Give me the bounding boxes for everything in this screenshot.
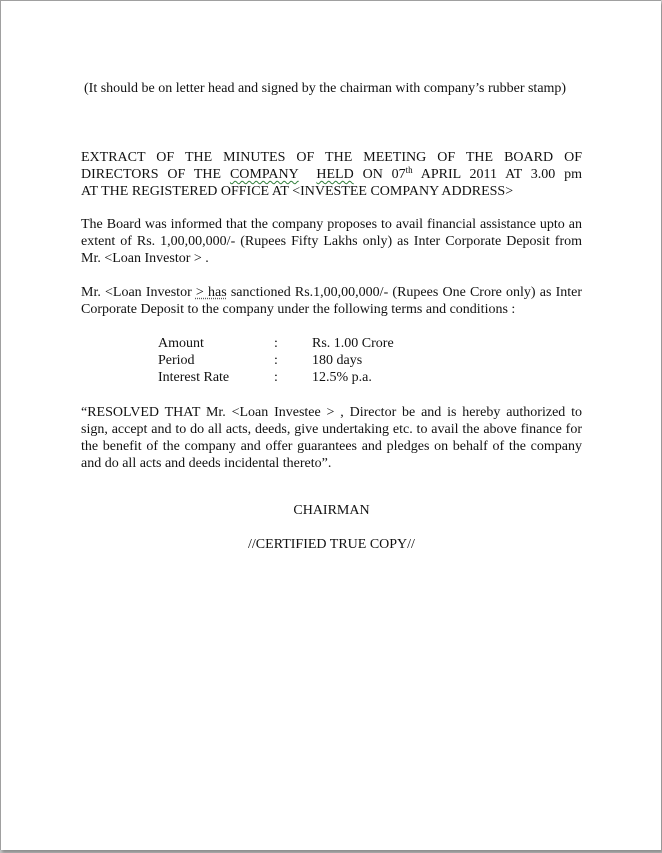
term-value: 12.5% p.a. [312,370,372,385]
term-separator: : [274,370,278,385]
term-value: 180 days [312,353,363,368]
document-body [81,80,582,553]
chairman-signature-label: CHAIRMAN [293,503,370,518]
letterhead-note: (It should be on letter head and signed by the chairman with company’s rubber stamp) [84,81,567,96]
term-label: Amount [158,336,204,351]
extract-on-date: ON 07 [362,167,406,182]
extract-heading [81,149,582,200]
extract-heading-line-2 [81,166,582,183]
sanction-marked-text: > has [195,285,227,300]
extract-date-time: APRIL 2011 AT 3.00 pm [420,167,583,182]
term-separator: : [274,353,278,368]
extract-date-suffix: th [405,165,413,175]
extract-company-word: COMPANY [229,167,299,182]
sanction-rest: sanctioned Rs.1,00,00,000/- (Rupees One Crore only) as Inter Corporate Deposit to the company under the following terms and conditions : [81,285,583,317]
resolution-paragraph: “RESOLVED THAT Mr. <Loan Investee > , Director be and is hereby authorized to sign, accept and to do all acts, deeds, give undertaking etc. to avail the above finance for the benefit of the company and offer guarantees and pledges on behalf of the company and do all acts and deeds incidental thereto”. [81,405,582,471]
term-separator: : [274,336,278,351]
term-row-interest-rate [158,369,582,386]
term-label: Period [158,353,195,368]
extract-heading-line-3: AT THE REGISTERED OFFICE AT <INVESTEE COMPANY ADDRESS> [81,184,514,199]
sanction-paragraph [81,284,582,318]
term-row-amount [158,335,582,352]
term-label: Interest Rate [158,370,230,385]
term-value: Rs. 1.00 Crore [312,336,394,351]
extract-directors-text: DIRECTORS OF THE [81,167,222,182]
board-informed-paragraph: The Board was informed that the company proposes to avail financial assistance upto an extent of Rs. 1,00,00,000/- (Rupees Fifty Lakhs only) as Inter Corporate Deposit from Mr. <Loan Investor > . [81,217,582,266]
extract-held-word: HELD [316,167,354,182]
sanction-investor: Mr. <Loan Investor [81,285,192,300]
extract-heading-line-1: EXTRACT OF THE MINUTES OF THE MEETING OF THE BOARD OF [81,150,582,165]
term-row-period [158,352,582,369]
terms-table [158,335,582,386]
certified-true-copy-label: //CERTIFIED TRUE COPY// [248,537,415,552]
